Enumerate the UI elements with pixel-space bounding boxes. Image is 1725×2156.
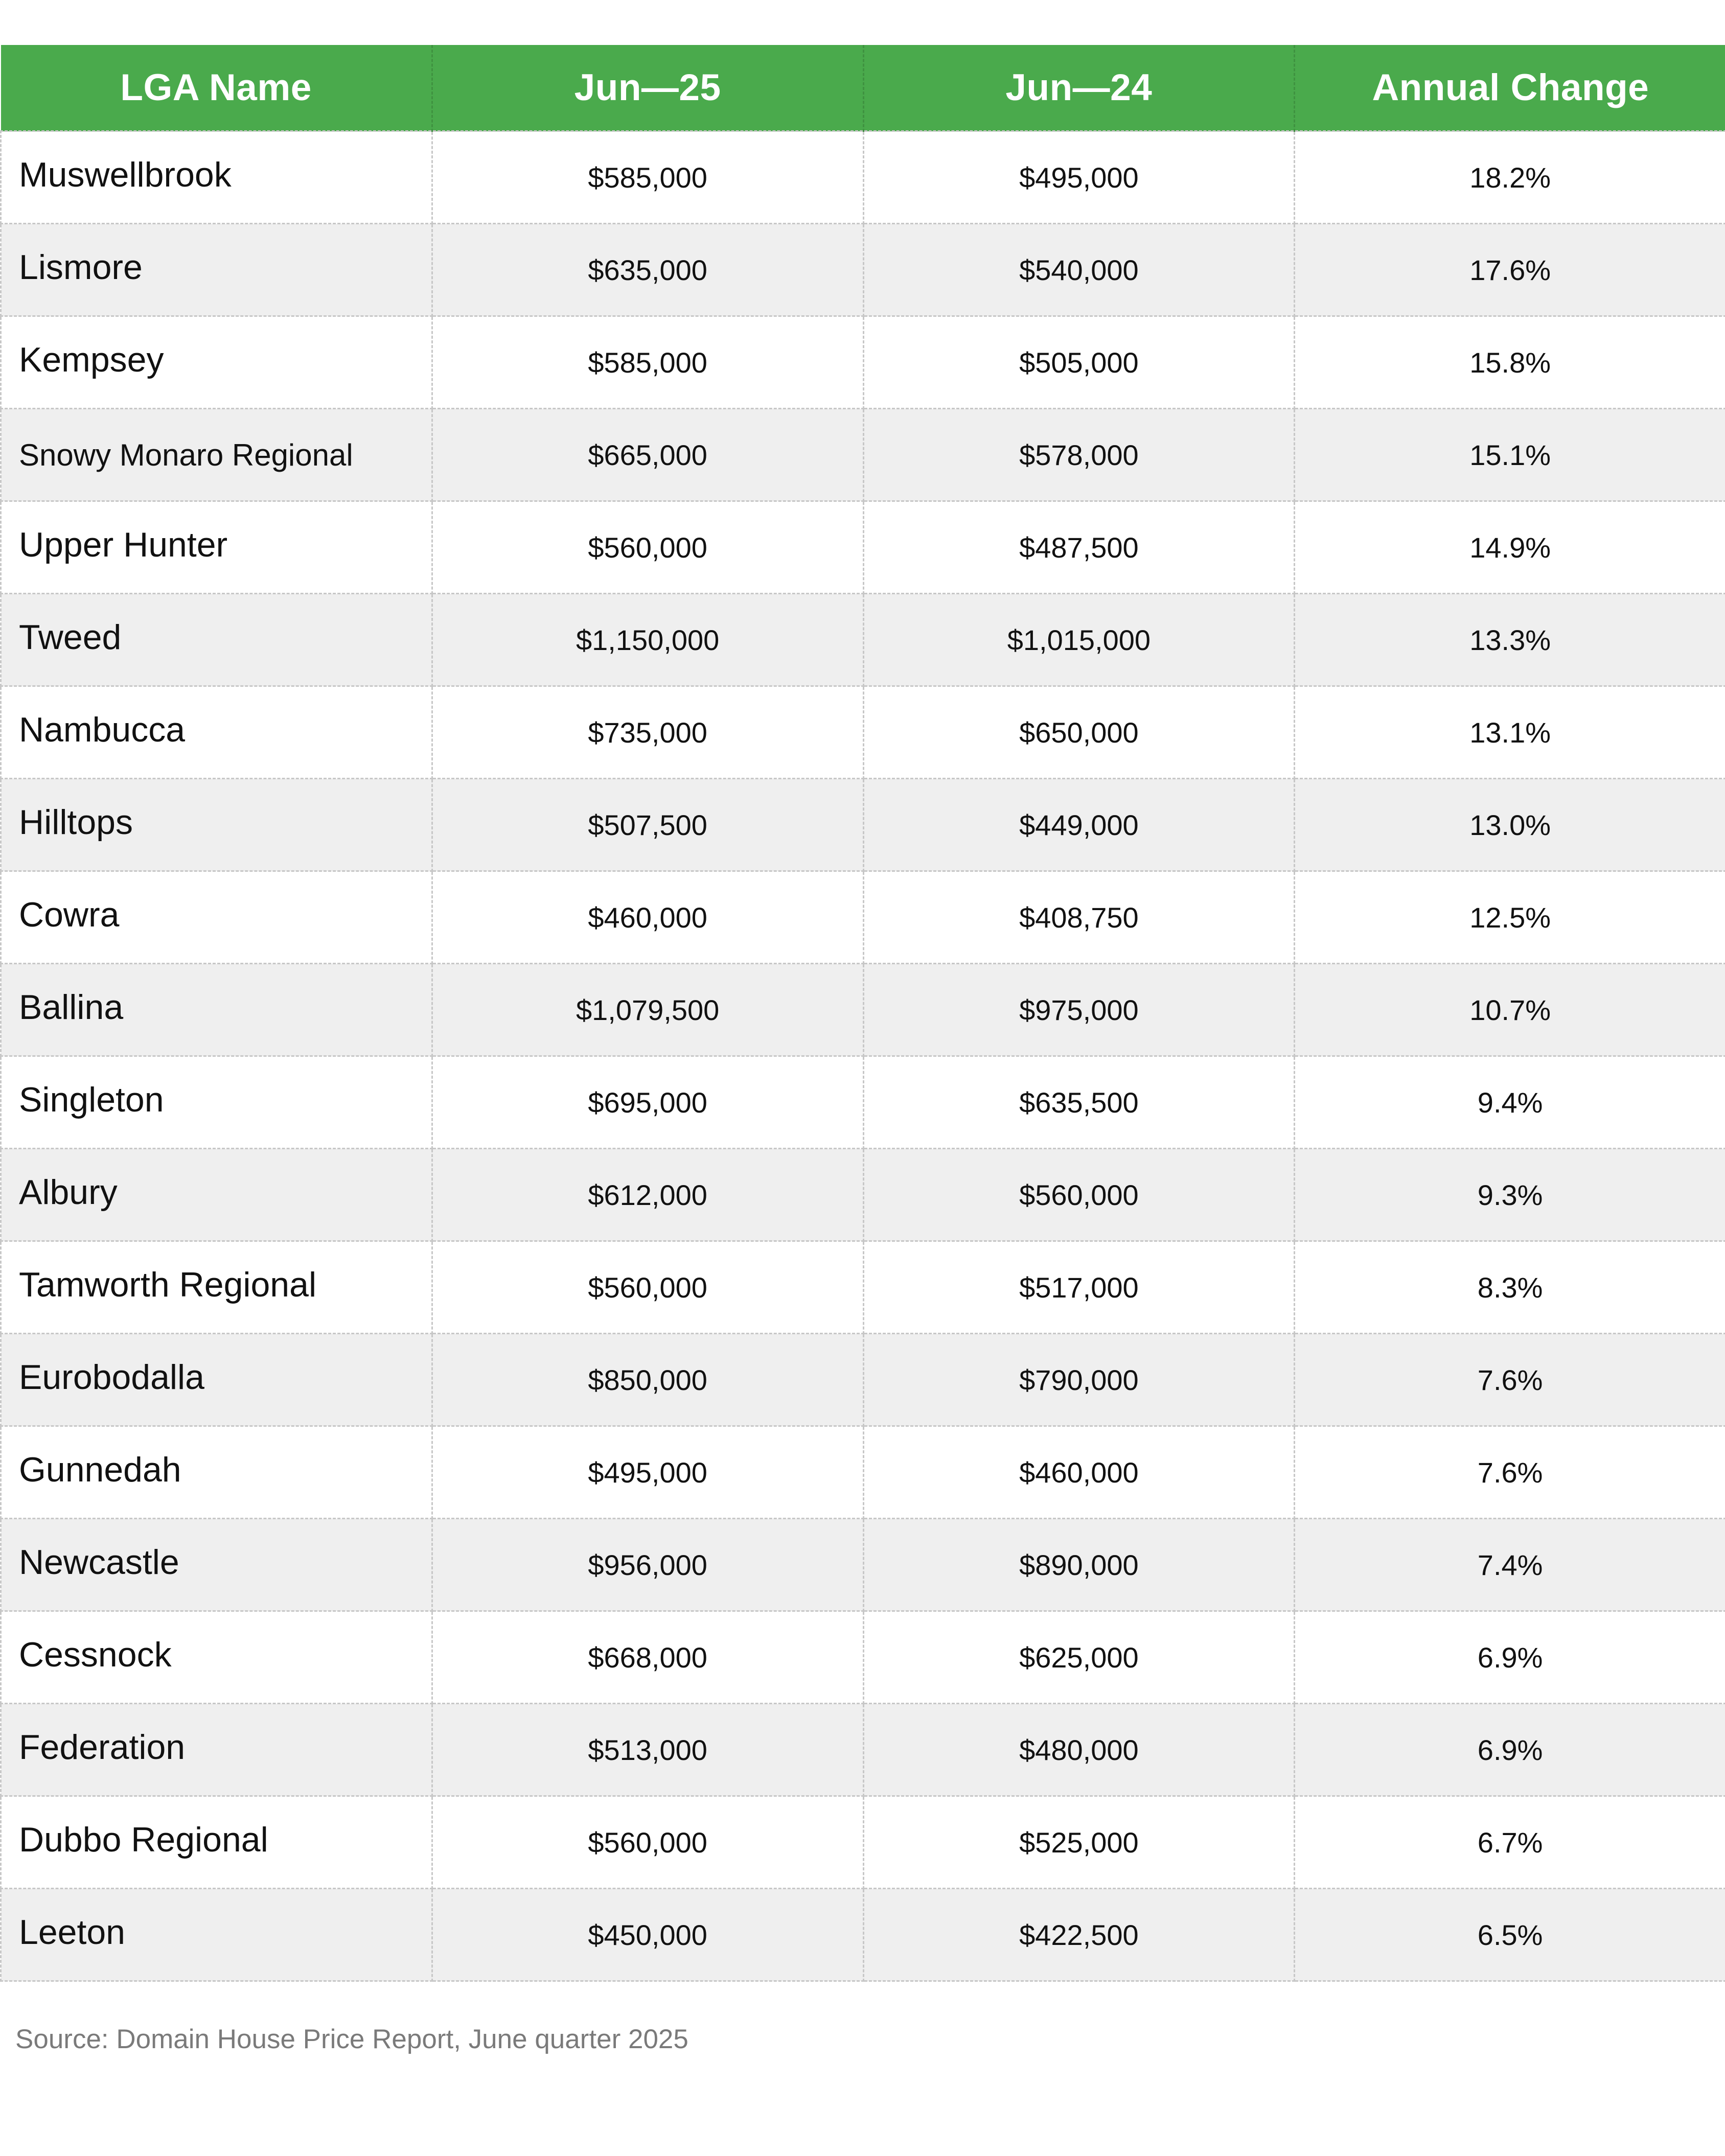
jun25-price-cell: $560,000 xyxy=(432,501,863,594)
jun25-price-cell: $850,000 xyxy=(432,1334,863,1426)
source-note: Source: Domain House Price Report, June quarter 2025 xyxy=(15,2024,688,2054)
table-row xyxy=(1,1149,1725,1241)
lga-name-cell: Tweed xyxy=(1,594,432,686)
annual-change-cell: 17.6% xyxy=(1295,224,1725,316)
table-row xyxy=(1,871,1725,964)
annual-change-cell: 15.8% xyxy=(1295,316,1725,409)
annual-change-cell: 10.7% xyxy=(1295,964,1725,1056)
jun25-price-cell: $612,000 xyxy=(432,1149,863,1241)
table-row xyxy=(1,131,1725,224)
jun24-price-cell: $517,000 xyxy=(863,1241,1295,1334)
jun25-price-cell: $665,000 xyxy=(432,409,863,501)
lga-name-cell: Cowra xyxy=(1,871,432,964)
jun24-price-cell: $487,500 xyxy=(863,501,1295,594)
annual-change-cell: 7.6% xyxy=(1295,1426,1725,1519)
jun24-price-cell: $790,000 xyxy=(863,1334,1295,1426)
annual-change-cell: 7.4% xyxy=(1295,1519,1725,1611)
jun24-price-cell: $890,000 xyxy=(863,1519,1295,1611)
column-header-lga-name: LGA Name xyxy=(1,45,432,131)
jun25-price-cell: $1,079,500 xyxy=(432,964,863,1056)
column-header-annual-change: Annual Change xyxy=(1295,45,1725,131)
jun25-price-cell: $507,500 xyxy=(432,779,863,871)
lga-name-cell: Leeton xyxy=(1,1889,432,1981)
lga-name-cell: Tamworth Regional xyxy=(1,1241,432,1334)
jun24-price-cell: $650,000 xyxy=(863,686,1295,779)
lga-name-cell: Gunnedah xyxy=(1,1426,432,1519)
table-row xyxy=(1,1611,1725,1704)
annual-change-cell: 6.9% xyxy=(1295,1611,1725,1704)
lga-name-cell: Nambucca xyxy=(1,686,432,779)
jun25-price-cell: $668,000 xyxy=(432,1611,863,1704)
header-row xyxy=(1,45,1725,131)
jun24-price-cell: $560,000 xyxy=(863,1149,1295,1241)
table-row xyxy=(1,224,1725,316)
jun24-price-cell: $635,500 xyxy=(863,1056,1295,1149)
jun25-price-cell: $450,000 xyxy=(432,1889,863,1981)
jun24-price-cell: $525,000 xyxy=(863,1796,1295,1889)
jun25-price-cell: $560,000 xyxy=(432,1241,863,1334)
table-row xyxy=(1,1519,1725,1611)
annual-change-cell: 6.5% xyxy=(1295,1889,1725,1981)
lga-name-cell: Albury xyxy=(1,1149,432,1241)
table-row xyxy=(1,316,1725,409)
jun25-price-cell: $1,150,000 xyxy=(432,594,863,686)
jun25-price-cell: $585,000 xyxy=(432,131,863,224)
price-table-container xyxy=(0,45,1725,1982)
table-row xyxy=(1,964,1725,1056)
table-row xyxy=(1,1334,1725,1426)
annual-change-cell: 6.9% xyxy=(1295,1704,1725,1796)
jun25-price-cell: $585,000 xyxy=(432,316,863,409)
table-row xyxy=(1,686,1725,779)
lga-name-cell: Singleton xyxy=(1,1056,432,1149)
annual-change-cell: 13.3% xyxy=(1295,594,1725,686)
annual-change-cell: 13.0% xyxy=(1295,779,1725,871)
table-row xyxy=(1,409,1725,501)
jun24-price-cell: $505,000 xyxy=(863,316,1295,409)
annual-change-cell: 9.4% xyxy=(1295,1056,1725,1149)
jun24-price-cell: $1,015,000 xyxy=(863,594,1295,686)
jun24-price-cell: $540,000 xyxy=(863,224,1295,316)
jun24-price-cell: $460,000 xyxy=(863,1426,1295,1519)
annual-change-cell: 7.6% xyxy=(1295,1334,1725,1426)
lga-name-cell: Hilltops xyxy=(1,779,432,871)
lga-name-cell: Dubbo Regional xyxy=(1,1796,432,1889)
jun24-price-cell: $578,000 xyxy=(863,409,1295,501)
table-row xyxy=(1,779,1725,871)
jun25-price-cell: $495,000 xyxy=(432,1426,863,1519)
table-row xyxy=(1,1056,1725,1149)
jun24-price-cell: $625,000 xyxy=(863,1611,1295,1704)
table-row xyxy=(1,1889,1725,1981)
annual-change-cell: 6.7% xyxy=(1295,1796,1725,1889)
lga-name-cell: Federation xyxy=(1,1704,432,1796)
jun25-price-cell: $460,000 xyxy=(432,871,863,964)
annual-change-cell: 12.5% xyxy=(1295,871,1725,964)
table-row xyxy=(1,501,1725,594)
column-header-jun-25: Jun—25 xyxy=(432,45,863,131)
lga-name-cell: Snowy Monaro Regional xyxy=(1,409,432,501)
jun25-price-cell: $695,000 xyxy=(432,1056,863,1149)
annual-change-cell: 9.3% xyxy=(1295,1149,1725,1241)
house-price-table xyxy=(0,45,1725,1982)
lga-name-cell: Upper Hunter xyxy=(1,501,432,594)
lga-name-cell: Eurobodalla xyxy=(1,1334,432,1426)
table-body xyxy=(1,131,1725,1981)
lga-name-cell: Kempsey xyxy=(1,316,432,409)
jun24-price-cell: $449,000 xyxy=(863,779,1295,871)
jun24-price-cell: $408,750 xyxy=(863,871,1295,964)
annual-change-cell: 13.1% xyxy=(1295,686,1725,779)
jun25-price-cell: $735,000 xyxy=(432,686,863,779)
lga-name-cell: Ballina xyxy=(1,964,432,1056)
jun24-price-cell: $975,000 xyxy=(863,964,1295,1056)
table-header xyxy=(1,45,1725,131)
table-row xyxy=(1,1426,1725,1519)
jun25-price-cell: $635,000 xyxy=(432,224,863,316)
table-row xyxy=(1,1241,1725,1334)
jun24-price-cell: $422,500 xyxy=(863,1889,1295,1981)
annual-change-cell: 8.3% xyxy=(1295,1241,1725,1334)
table-row xyxy=(1,594,1725,686)
annual-change-cell: 15.1% xyxy=(1295,409,1725,501)
table-row xyxy=(1,1704,1725,1796)
lga-name-cell: Newcastle xyxy=(1,1519,432,1611)
column-header-jun-24: Jun—24 xyxy=(863,45,1295,131)
jun24-price-cell: $480,000 xyxy=(863,1704,1295,1796)
jun25-price-cell: $560,000 xyxy=(432,1796,863,1889)
table-row xyxy=(1,1796,1725,1889)
lga-name-cell: Muswellbrook xyxy=(1,131,432,224)
annual-change-cell: 14.9% xyxy=(1295,501,1725,594)
lga-name-cell: Lismore xyxy=(1,224,432,316)
jun25-price-cell: $956,000 xyxy=(432,1519,863,1611)
jun25-price-cell: $513,000 xyxy=(432,1704,863,1796)
annual-change-cell: 18.2% xyxy=(1295,131,1725,224)
lga-name-cell: Cessnock xyxy=(1,1611,432,1704)
jun24-price-cell: $495,000 xyxy=(863,131,1295,224)
